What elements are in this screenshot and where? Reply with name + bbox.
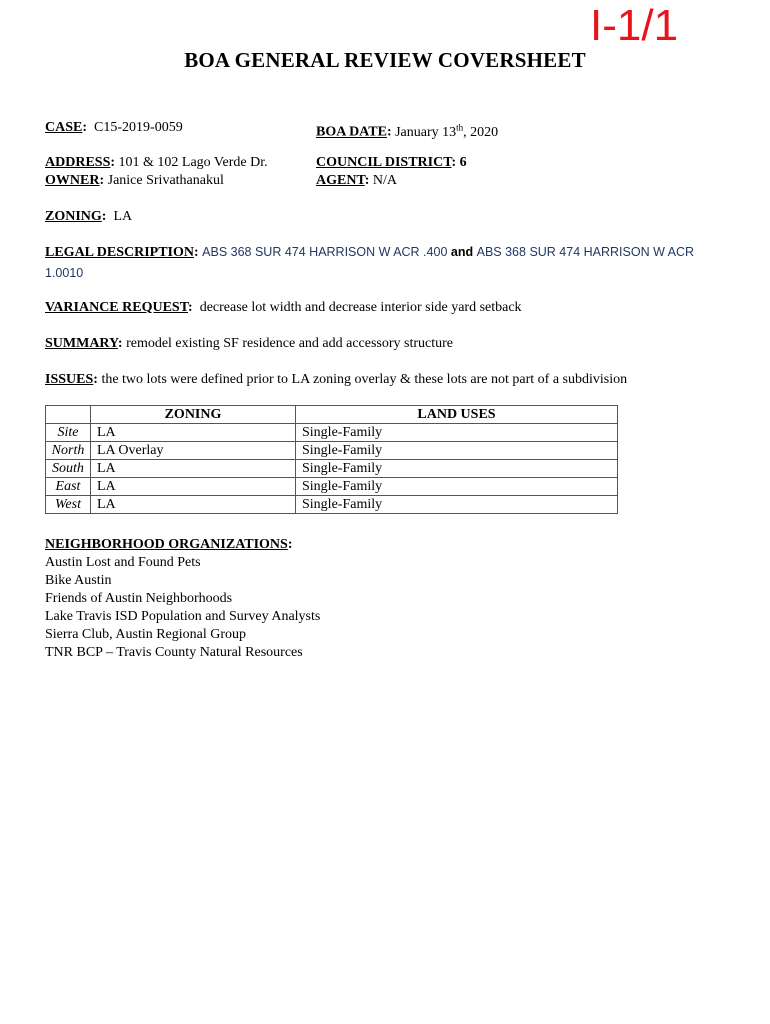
table-header-row [46, 406, 618, 424]
row-zoning: LA [91, 460, 296, 478]
council-district-field: COUNCIL DISTRICT: 6 [316, 155, 467, 170]
agent-label: AGENT [316, 173, 365, 188]
summary-label: SUMMARY [45, 336, 118, 351]
neighborhood-label: NEIGHBORHOOD ORGANIZATIONS [45, 537, 288, 552]
zoning-label: ZONING [45, 209, 102, 224]
address-value: 101 & 102 Lago Verde Dr. [118, 155, 268, 170]
boa-date-value: January 13th, 2020 [395, 122, 499, 140]
list-item: Austin Lost and Found Pets [45, 555, 201, 570]
boa-date-field: BOA DATE: January 13th, 2020 [316, 122, 499, 140]
list-item: Friends of Austin Neighborhoods [45, 591, 233, 606]
row-direction: South [46, 460, 91, 478]
table-row [46, 442, 618, 460]
agent-value: N/A [372, 173, 398, 188]
address-label: ADDRESS [45, 155, 111, 170]
zoning-table [45, 405, 618, 514]
variance-request-field: VARIANCE REQUEST: decrease lot width and decrease interior side yard setback [45, 300, 522, 315]
issues-field: ISSUES: the two lots were defined prior to LA zoning overlay & these lots are not part of a subdivision [45, 372, 628, 387]
page-title: BOA GENERAL REVIEW COVERSHEET [184, 48, 586, 72]
table-header-blank [46, 406, 91, 424]
council-district-value: 6 [459, 155, 467, 170]
boa-date-label: BOA DATE [316, 124, 387, 140]
summary-field: SUMMARY: remodel existing SF residence and add accessory structure [45, 336, 454, 351]
row-direction: North [46, 442, 91, 460]
case-value: C15-2019-0059 [94, 120, 183, 135]
row-zoning: LA [91, 478, 296, 496]
row-zoning: LA Overlay [91, 442, 296, 460]
issues-value: the two lots were defined prior to LA zoning overlay & these lots are not part of a subdivision [101, 372, 628, 387]
agent-field: AGENT: N/A [316, 173, 398, 188]
row-land-use: Single-Family [296, 424, 618, 442]
address-field: ADDRESS: 101 & 102 Lago Verde Dr. [45, 155, 268, 170]
variance-request-label: VARIANCE REQUEST [45, 300, 189, 315]
legal-description: LEGAL DESCRIPTION: ABS 368 SUR 474 HARRISON W ACR .400 and ABS 368 SUR 474 HARRISON W ACR 1.0010 [45, 245, 695, 280]
zoning-value: LA [113, 209, 133, 224]
neighborhood-organizations: NEIGHBORHOOD ORGANIZATIONS: Austin Lost and Found Pets Bike Austin Friends of Austin Neighborhoods Lake Travis ISD Population and Survey Analysts Sierra Club, Austin Regional Group TNR BCP – Travis County Natural Resources [45, 537, 321, 660]
council-district-label: COUNCIL DISTRICT [316, 155, 452, 170]
table-header-land-uses: LAND USES [296, 406, 618, 424]
variance-request-value: decrease lot width and decrease interior side yard setback [199, 300, 522, 315]
list-item: TNR BCP – Travis County Natural Resources [45, 645, 303, 660]
legal-description-part2: ABS 368 SUR 474 HARRISON W ACR 1.0010 [45, 245, 695, 280]
row-direction: Site [46, 424, 91, 442]
table-row [46, 496, 618, 514]
legal-description-conj: and [450, 245, 474, 259]
list-item: Sierra Club, Austin Regional Group [45, 627, 247, 642]
legal-description-label: LEGAL DESCRIPTION [45, 245, 194, 260]
table-row [46, 460, 618, 478]
row-direction: West [46, 496, 91, 514]
list-item: Bike Austin [45, 573, 112, 588]
row-zoning: LA [91, 424, 296, 442]
row-zoning: LA [91, 496, 296, 514]
row-land-use: Single-Family [296, 496, 618, 514]
case-label: CASE [45, 120, 83, 135]
page-tag: I-1/1 [590, 1, 679, 50]
table-row [46, 478, 618, 496]
issues-label: ISSUES [45, 372, 94, 387]
row-land-use: Single-Family [296, 460, 618, 478]
table-row [46, 424, 618, 442]
owner-label: OWNER [45, 173, 100, 188]
zoning-field: ZONING: LA [45, 209, 133, 224]
list-item: Lake Travis ISD Population and Survey Analysts [45, 609, 321, 624]
row-land-use: Single-Family [296, 478, 618, 496]
row-land-use: Single-Family [296, 442, 618, 460]
row-direction: East [46, 478, 91, 496]
case-field: CASE: C15-2019-0059 [45, 120, 183, 135]
owner-value: Janice Srivathanakul [107, 173, 224, 188]
table-header-zoning: ZONING [91, 406, 296, 424]
summary-value: remodel existing SF residence and add accessory structure [126, 336, 454, 351]
legal-description-part1: ABS 368 SUR 474 HARRISON W ACR .400 [202, 245, 448, 259]
owner-field: OWNER: Janice Srivathanakul [45, 173, 224, 188]
